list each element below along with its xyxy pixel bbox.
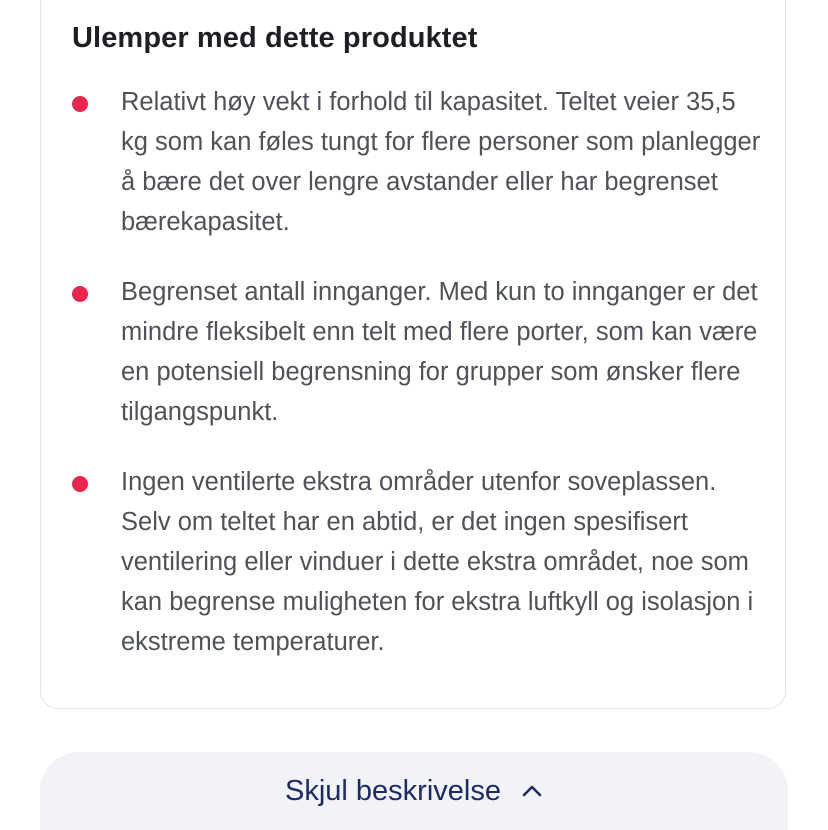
cons-card (40, 0, 786, 709)
list-item (41, 272, 785, 432)
bullet-dot-icon (72, 286, 88, 302)
list-item-text: Ingen ventilerte ekstra områder utenfor soveplassen. Selv om teltet har en abtid, er det ingen spesifisert ventilering eller vinduer i dette ekstra området, noe som kan begrense muligheten for ekstra luftkyll og isolasjon i ekstreme temperaturer. (121, 468, 754, 656)
cons-title: Ulemper med dette produktet (72, 22, 478, 54)
list-item (41, 462, 785, 662)
list-item-text: Relativt høy vekt i forhold til kapasitet. Teltet veier 35,5 kg som kan føles tungt for flere personer som planlegger å bære det over lengre avstander eller har begrenset bærekapasitet. (121, 88, 761, 236)
hide-description-button[interactable] (40, 752, 788, 830)
bullet-dot-icon (72, 476, 88, 492)
list-item (41, 82, 785, 242)
bullet-dot-icon (72, 96, 88, 112)
hide-description-label: Skjul beskrivelse (285, 774, 501, 807)
chevron-up-icon (521, 784, 543, 798)
cons-list (41, 82, 785, 692)
list-item-text: Begrenset antall innganger. Med kun to innganger er det mindre fleksibelt enn telt med flere porter, som kan være en potensiell begrensning for grupper som ønsker flere tilgangspunkt. (121, 278, 758, 426)
